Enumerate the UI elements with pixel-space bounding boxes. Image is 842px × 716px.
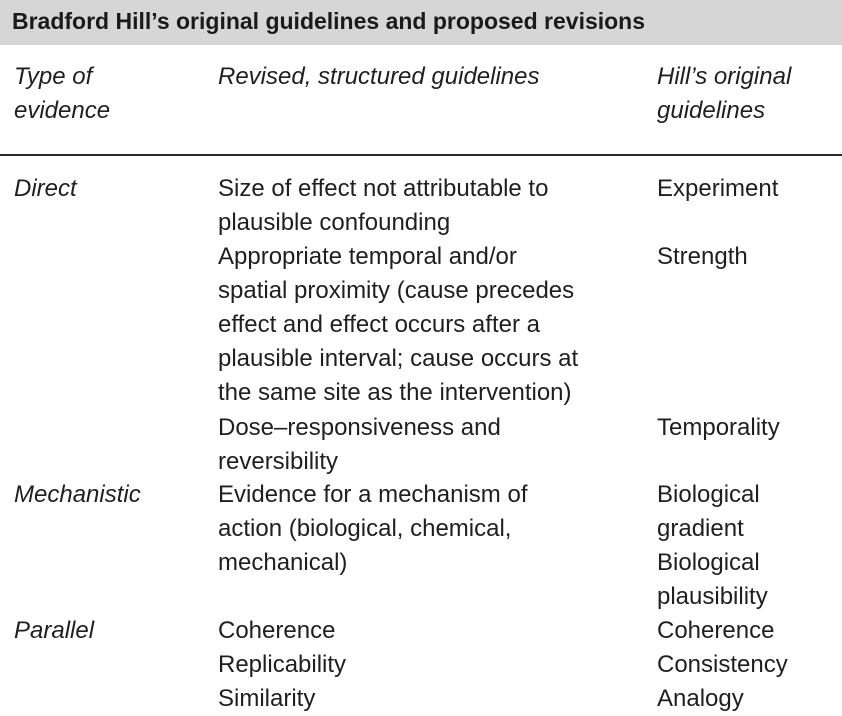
revised-guideline-mechanism bbox=[218, 478, 527, 580]
cell-line: Analogy bbox=[657, 685, 744, 712]
cell-line: Dose–responsiveness and bbox=[218, 414, 501, 441]
cell-line: Similarity bbox=[218, 685, 316, 712]
cell-line: plausible confounding bbox=[218, 209, 451, 236]
revised-guideline-temporal-proximity bbox=[218, 240, 578, 410]
original-guideline-biological bbox=[657, 478, 768, 614]
cell-line: mechanical) bbox=[218, 549, 348, 576]
table-title-bar bbox=[0, 0, 842, 45]
cell-line: Biological bbox=[657, 549, 760, 576]
cell-line: Size of effect not attributable to bbox=[218, 175, 549, 202]
type-direct: Direct bbox=[14, 175, 77, 202]
header-line: Type of bbox=[14, 63, 93, 90]
header-rule bbox=[0, 154, 842, 156]
cell-line: reversibility bbox=[218, 448, 339, 475]
cell-line: action (biological, chemical, bbox=[218, 515, 512, 542]
cell-line: plausibility bbox=[657, 583, 768, 610]
cell-line: spatial proximity (cause precedes bbox=[218, 277, 575, 304]
original-guideline-parallel-list bbox=[657, 614, 788, 716]
header-hills-original-guidelines bbox=[657, 60, 791, 128]
cell-line: Replicability bbox=[218, 651, 347, 678]
header-line: Revised, structured guidelines bbox=[218, 63, 540, 90]
revised-guideline-dose-responsiveness bbox=[218, 411, 501, 479]
original-guideline-temporality: Temporality bbox=[657, 414, 780, 441]
table-title: Bradford Hill’s original guidelines and proposed revisions bbox=[12, 8, 646, 34]
type-mechanistic: Mechanistic bbox=[14, 481, 141, 508]
original-guideline-strength: Strength bbox=[657, 243, 748, 270]
cell-line: Biological bbox=[657, 481, 760, 508]
original-guideline-experiment: Experiment bbox=[657, 175, 779, 202]
header-revised-guidelines bbox=[218, 60, 540, 94]
cell-line: Coherence bbox=[218, 617, 336, 644]
cell-line: Appropriate temporal and/or bbox=[218, 243, 517, 270]
cell-line: Evidence for a mechanism of bbox=[218, 481, 528, 508]
cell-line: the same site as the intervention) bbox=[218, 379, 572, 406]
header-line: Hill’s original bbox=[657, 63, 792, 90]
cell-line: plausible interval; cause occurs at bbox=[218, 345, 579, 372]
header-type-of-evidence bbox=[14, 60, 110, 128]
header-line: guidelines bbox=[657, 97, 766, 124]
header-line: evidence bbox=[14, 97, 111, 124]
revised-guideline-parallel-list bbox=[218, 614, 346, 716]
cell-line: Consistency bbox=[657, 651, 788, 678]
cell-line: effect and effect occurs after a bbox=[218, 311, 540, 338]
type-parallel: Parallel bbox=[14, 617, 95, 644]
cell-line: Coherence bbox=[657, 617, 775, 644]
cell-line: gradient bbox=[657, 515, 744, 542]
revised-guideline-size-of-effect bbox=[218, 172, 548, 240]
